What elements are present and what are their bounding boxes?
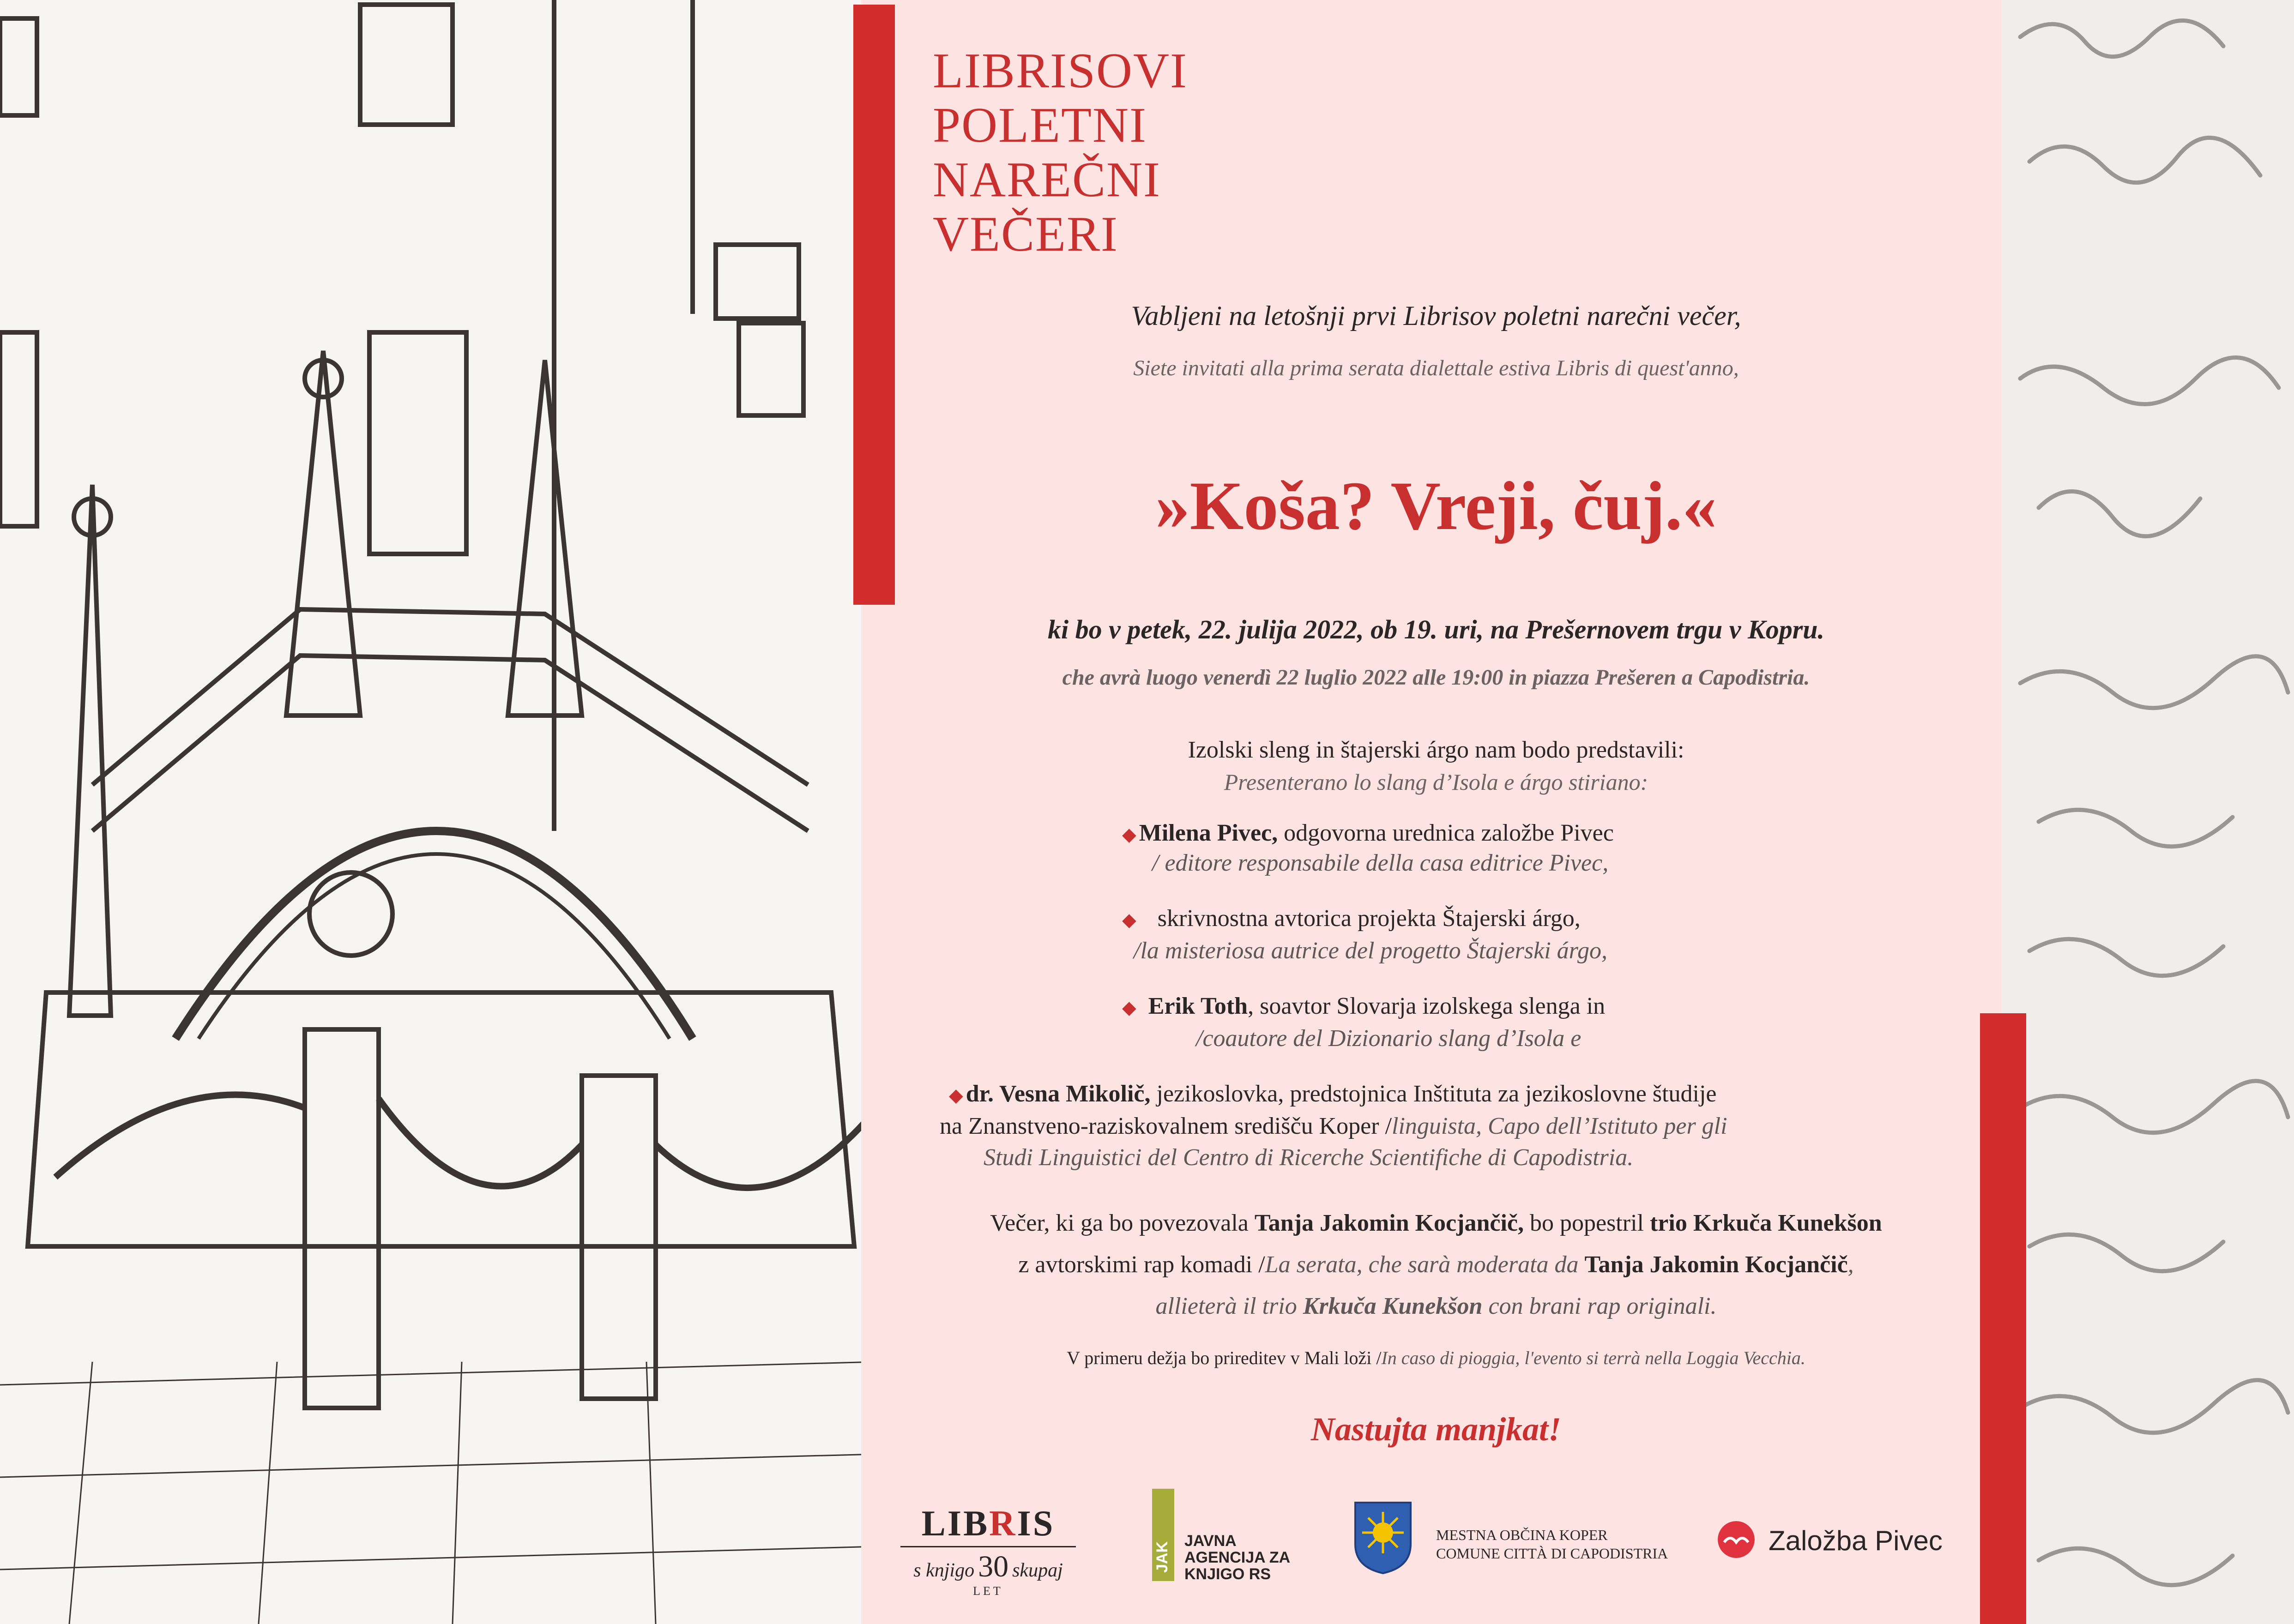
pivec-logo: [1718, 1521, 1976, 1567]
koper-name-line: MESTNA OBČINA KOPER: [1436, 1527, 1608, 1543]
series-title-line: LIBRISOVI: [933, 43, 1188, 98]
evening-text-italian: allieterà il trio: [1155, 1293, 1303, 1319]
jak-name-line: KNJIGO RS: [1184, 1565, 1271, 1583]
speaker-role-italian-2: Studi Linguistici del Centro di Ricerche Scientifiche di Capodistria.: [984, 1144, 1634, 1171]
closing-slogan: Nastujta manjkat!: [1310, 1411, 1562, 1448]
evening-line: [887, 1244, 1986, 1286]
performer-name: Krkuča Kunekšon: [1303, 1293, 1483, 1319]
speaker-role-italian: /coautore del Dizionario slang d’Isola e: [1196, 1025, 1582, 1052]
koper-crest-icon: [1353, 1500, 1413, 1574]
speaker-role-slovene: skrivnostna avtorica projekta Štajerski árgo,: [1157, 905, 1581, 932]
jak-strip: [1152, 1489, 1174, 1581]
speaker-name: Erik Toth: [1148, 993, 1248, 1019]
speaker-item: [949, 1080, 1717, 1107]
fountain-sketch-drawing: [0, 0, 877, 1624]
invitation-slovene: Vabljeni na letošnji prvi Librisov poletni narečni večer,: [1131, 301, 1741, 331]
evening-text-italian: La serata, che sarà moderata da: [1265, 1251, 1585, 1278]
fountain-sketch-illustration: [0, 0, 877, 1624]
koper-name: [1436, 1526, 1668, 1563]
evening-line: [887, 1203, 1986, 1244]
speaker-item: [1122, 819, 1614, 847]
libris-wordmark-part: LIB: [921, 1503, 990, 1543]
event-datetime-italian: che avrà luogo venerdì 22 luglio 2022 alle 19:00 in piazza Prešeren a Capodistria.: [1062, 665, 1810, 690]
series-title-line: VEČERI: [933, 207, 1118, 262]
evening-text-italian: ,: [1847, 1251, 1854, 1278]
speaker-role-italian: linguista, Capo dell’Istituto per gli: [1392, 1113, 1727, 1139]
series-title: [933, 44, 1256, 262]
libris-tagline-part: s knjigo: [913, 1560, 975, 1581]
evening-line: [887, 1286, 1986, 1327]
libris-wordmark-part: IS: [1017, 1503, 1055, 1543]
evening-text: z avtorskimi rap komadi /: [1018, 1251, 1265, 1278]
pivec-name: Založba Pivec: [1769, 1525, 1943, 1556]
speaker-role-slovene: odgovorna urednica založbe Pivec: [1278, 820, 1614, 846]
speaker-role-slovene-2: na Znanstveno-raziskovalnem središču Koper /: [940, 1113, 1392, 1139]
jak-name-line: AGENCIJA ZA: [1184, 1549, 1291, 1566]
diamond-bullet-icon: ◆: [949, 1085, 963, 1106]
moderator-name: Tanja Jakomin Kocjančič,: [1254, 1210, 1524, 1236]
libris-tagline: [891, 1549, 1085, 1584]
koper-name-line: COMUNE CITTÀ DI CAPODISTRIA: [1436, 1545, 1668, 1562]
jak-strip-label: JAK: [1153, 1541, 1171, 1573]
diamond-bullet-icon: ◆: [1122, 909, 1136, 930]
presenters-heading-italian: Presenterano lo slang d’Isola e árgo stiriano:: [1224, 769, 1648, 795]
diamond-bullet-icon: ◆: [1122, 997, 1136, 1018]
performer-name: trio Krkuča Kunekšon: [1649, 1210, 1882, 1236]
speaker-role-slovene: jezikoslovka, predstojnica Inštituta za jezikoslovne študije: [1150, 1081, 1717, 1107]
libris-thirty: 30: [978, 1550, 1009, 1583]
libris-wordmark-part: R: [989, 1503, 1017, 1543]
speaker-role-italian: /la misteriosa autrice del progetto Štajerski árgo,: [1134, 938, 1607, 964]
libris-wordmark: [891, 1503, 1085, 1544]
moderator-name: Tanja Jakomin Kocjančič: [1584, 1251, 1848, 1278]
koper-municipality-logo: [1353, 1500, 1676, 1593]
speaker-role-italian: / editore responsabile della casa editrice Pivec,: [1152, 850, 1609, 876]
evening-text-italian: con brani rap originali.: [1482, 1293, 1717, 1319]
rain-notice-italian: In caso di pioggia, l'evento si terrà nella Loggia Vecchia.: [1381, 1347, 1805, 1368]
evening-text: Večer, ki ga bo povezovala: [990, 1210, 1255, 1236]
libris-rule: [900, 1546, 1076, 1547]
evening-text: bo popestril: [1523, 1210, 1650, 1236]
invitation-italian: Siete invitati alla prima serata dialettale estiva Libris di quest'anno,: [1133, 356, 1739, 380]
presenters-heading-slovene: Izolski sleng in štajerski árgo nam bodo predstavili:: [1188, 737, 1684, 763]
handwriting-strokes: [2002, 0, 2294, 1624]
series-title-line: NAREČNI: [933, 152, 1161, 207]
jak-name-line: JAVNA: [1184, 1532, 1237, 1550]
rain-notice-slovene: V primeru dežja bo prireditev v Mali loži /: [1067, 1347, 1382, 1368]
series-title-line: POLETNI: [933, 98, 1147, 153]
libris-tagline-part: skupaj: [1012, 1560, 1063, 1581]
event-title: »Koša? Vreji, čuj.«: [1155, 468, 1717, 544]
handwriting-background: [2002, 0, 2294, 1624]
speaker-name: dr. Vesna Mikolič,: [966, 1081, 1151, 1107]
speaker-role-slovene: , soavtor Slovarja izolskega slenga in: [1248, 993, 1606, 1019]
accent-bar-bottom: [1980, 1013, 2026, 1624]
jak-name: [1184, 1533, 1290, 1582]
diamond-bullet-icon: ◆: [1122, 824, 1136, 845]
speaker-name: Milena Pivec,: [1139, 820, 1278, 846]
libris-logo: [891, 1503, 1085, 1598]
speaker-item: [1122, 992, 1605, 1020]
pivec-mark-icon: [1718, 1521, 1755, 1558]
libris-let: LET: [973, 1584, 1003, 1598]
jak-logo: [1152, 1489, 1304, 1581]
evening-description: [887, 1203, 1986, 1327]
event-datetime-slovene: ki bo v petek, 22. julija 2022, ob 19. uri, na Prešernovem trgu v Kopru.: [1047, 614, 1825, 644]
rain-notice: [887, 1347, 1986, 1369]
speaker-role-line: [940, 1113, 1727, 1140]
speaker-item: [1122, 905, 1581, 932]
